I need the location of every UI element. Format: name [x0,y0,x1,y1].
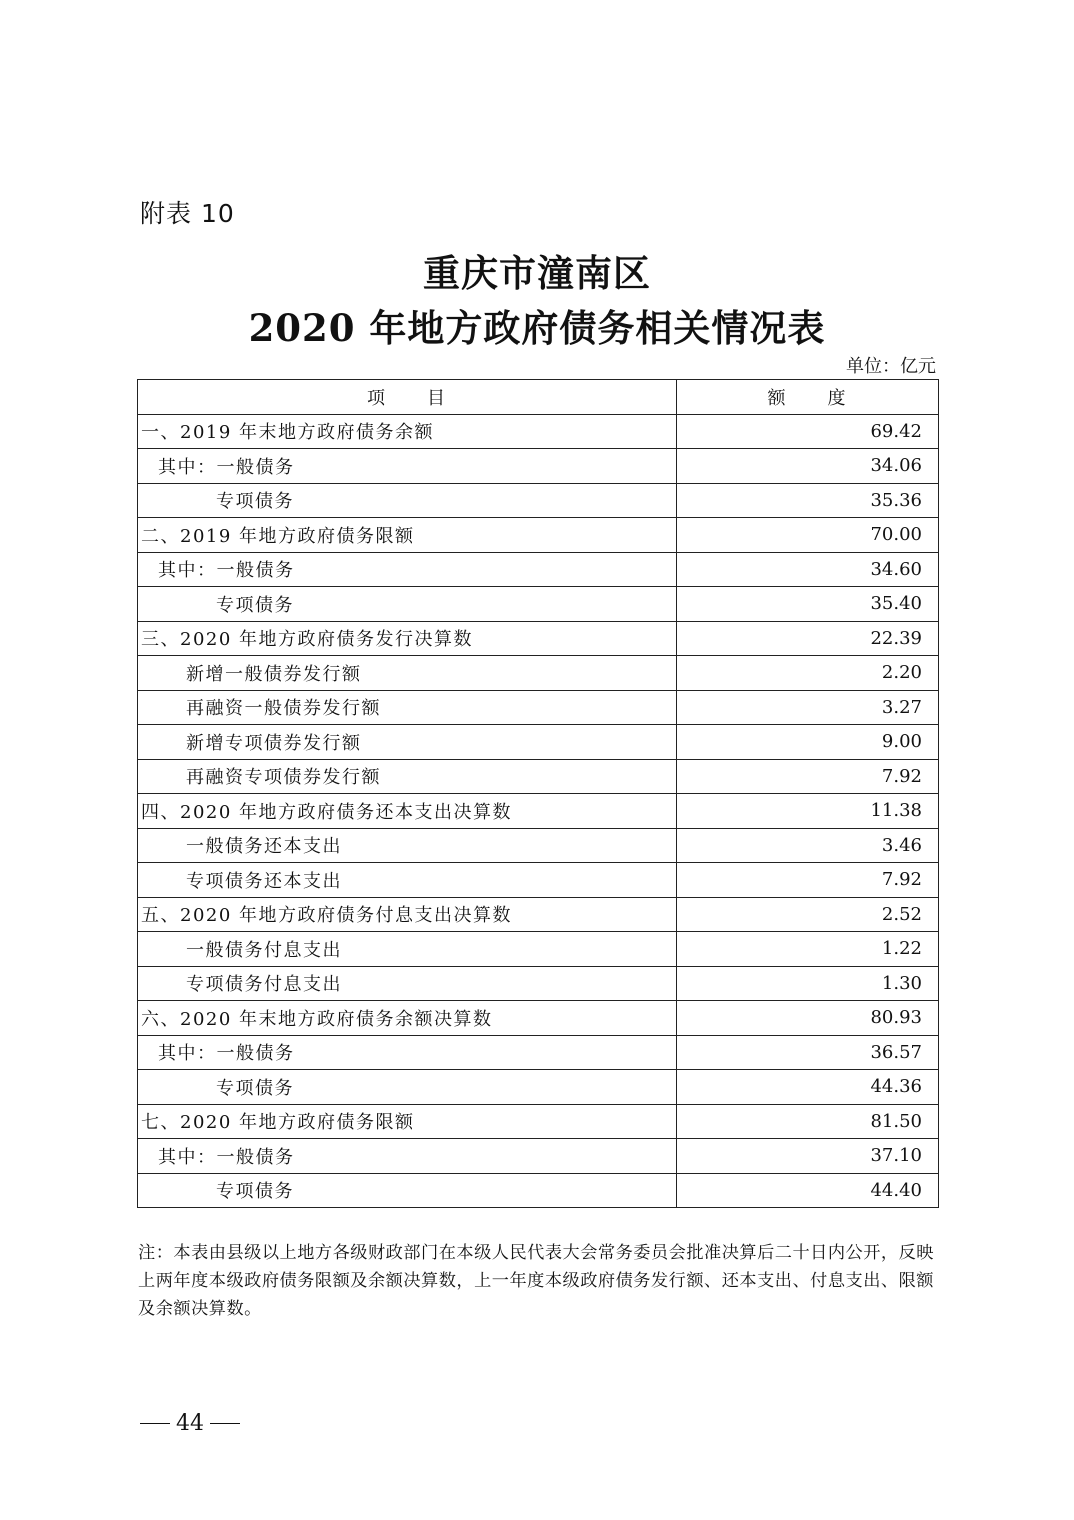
column-header-amount: 额 度 [677,380,939,415]
table-row [138,621,939,656]
table-row [138,1104,939,1139]
row-item-label: 再融资一般债券发行额 [138,690,677,725]
table-row [138,552,939,587]
table-body [138,414,939,1208]
row-amount: 69.42 [677,414,939,449]
row-amount: 80.93 [677,1001,939,1036]
table-row [138,759,939,794]
row-item-label: 一般债务还本支出 [138,828,677,863]
table-row [138,897,939,932]
page-dash-right [210,1423,240,1424]
row-amount: 7.92 [677,759,939,794]
row-item-label: 其中：一般债务 [138,1139,677,1174]
table-row [138,966,939,1001]
table-row [138,725,939,760]
row-amount: 22.39 [677,621,939,656]
table-row [138,414,939,449]
appendix-label: 附表 10 [140,199,235,228]
row-amount: 3.27 [677,690,939,725]
column-header-item: 项 目 [138,380,677,415]
table-row [138,932,939,967]
row-item-label: 一般债务付息支出 [138,932,677,967]
row-item-label: 专项债务 [138,483,677,518]
footnote: 注：本表由县级以上地方各级财政部门在本级人民代表大会常务委员会批准决算后二十日内公开，反映上两年度本级政府债务限额及余额决算数，上一年度本级政府债务发行额、还本支出、付息支出、限额及余额决算数。 [138,1243,934,1319]
row-amount: 37.10 [677,1139,939,1174]
row-amount: 7.92 [677,863,939,898]
row-amount: 70.00 [677,518,939,553]
row-item-label: 七、2020 年地方政府债务限额 [138,1104,677,1139]
table-row [138,449,939,484]
row-amount: 1.22 [677,932,939,967]
row-amount: 35.36 [677,483,939,518]
table-header-row [138,380,939,415]
row-amount: 34.06 [677,449,939,484]
row-item-label: 其中：一般债务 [138,552,677,587]
row-item-label: 其中：一般债务 [138,449,677,484]
row-amount: 11.38 [677,794,939,829]
table-row [138,1001,939,1036]
row-amount: 36.57 [677,1035,939,1070]
row-item-label: 新增专项债券发行额 [138,725,677,760]
row-item-label: 专项债务 [138,1070,677,1105]
table-row [138,1139,939,1174]
table-row [138,656,939,691]
page-number-value: 44 [176,1411,204,1436]
table-row [138,1070,939,1105]
row-item-label: 其中：一般债务 [138,1035,677,1070]
table-row [138,587,939,622]
table-row [138,828,939,863]
table-row [138,1173,939,1208]
row-item-label: 五、2020 年地方政府债务付息支出决算数 [138,897,677,932]
row-amount: 34.60 [677,552,939,587]
table-row [138,1035,939,1070]
row-amount: 9.00 [677,725,939,760]
page-title-line1: 重庆市潼南区 [423,251,651,295]
row-item-label: 专项债务还本支出 [138,863,677,898]
table-row [138,690,939,725]
unit-label: 单位：亿元 [846,356,936,377]
debt-table [137,379,939,1208]
row-amount: 1.30 [677,966,939,1001]
row-item-label: 专项债务 [138,1173,677,1208]
row-amount: 81.50 [677,1104,939,1139]
row-item-label: 再融资专项债券发行额 [138,759,677,794]
row-amount: 44.36 [677,1070,939,1105]
table-row [138,863,939,898]
row-item-label: 六、2020 年末地方政府债务余额决算数 [138,1001,677,1036]
row-item-label: 四、2020 年地方政府债务还本支出决算数 [138,794,677,829]
page-title-line2: 2020 年地方政府债务相关情况表 [248,306,826,350]
row-item-label: 二、2019 年地方政府债务限额 [138,518,677,553]
page-number [140,1411,240,1436]
table-row [138,483,939,518]
row-item-label: 一、2019 年末地方政府债务余额 [138,414,677,449]
row-item-label: 新增一般债券发行额 [138,656,677,691]
table-row [138,518,939,553]
row-item-label: 三、2020 年地方政府债务发行决算数 [138,621,677,656]
row-amount: 44.40 [677,1173,939,1208]
page-dash-left [140,1423,170,1424]
table-row [138,794,939,829]
row-amount: 2.20 [677,656,939,691]
row-amount: 35.40 [677,587,939,622]
row-amount: 3.46 [677,828,939,863]
row-item-label: 专项债务 [138,587,677,622]
row-amount: 2.52 [677,897,939,932]
row-item-label: 专项债务付息支出 [138,966,677,1001]
